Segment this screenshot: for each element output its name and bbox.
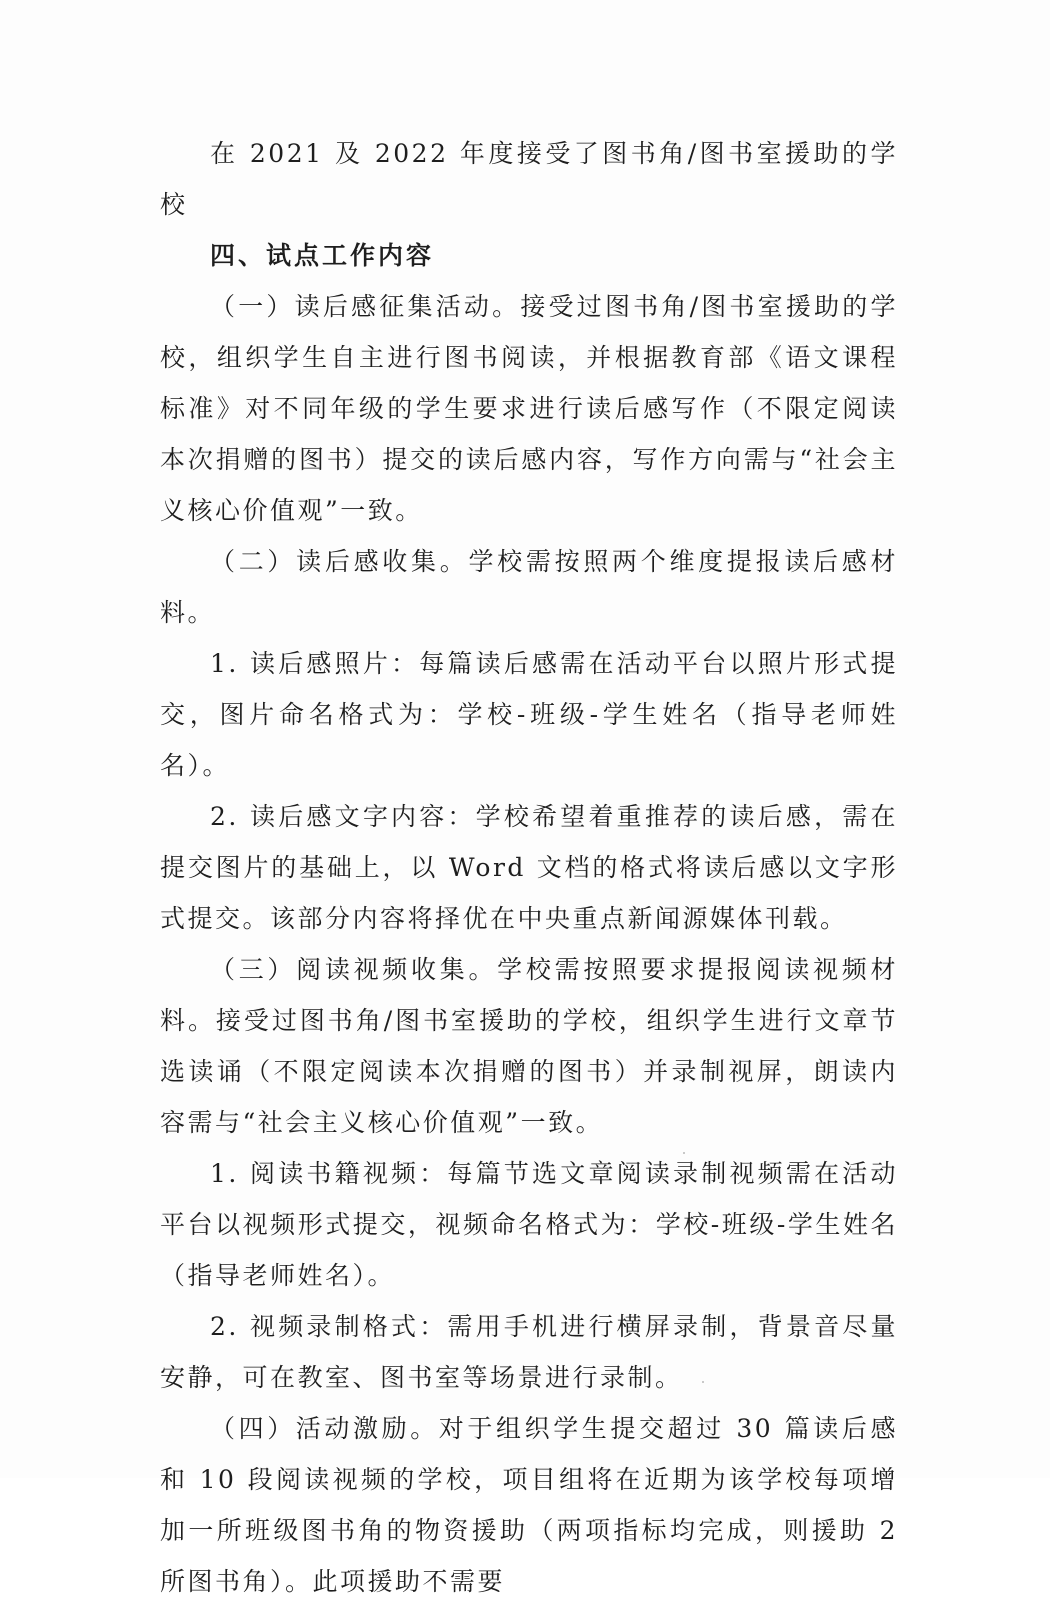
paragraph-essay-gathering: （二）读后感收集。学校需按照两个维度提报读后感材料。 <box>160 547 898 627</box>
scan-speck <box>683 1152 685 1154</box>
paragraph-recipient-schools: 在 2021 及 2022 年度接受了图书角/图书室援助的学校 <box>160 139 898 219</box>
paragraph-reading-video-collection: （三）阅读视频收集。学校需按照要求提报阅读视频材料。接受过图书角/图书室援助的学校，组织学生进行文章节选读诵（不限定阅读本次捐赠的图书）并录制视屏，朗读内容需与“社会主义核心价值观”一致。 <box>160 955 898 1137</box>
section-heading-pilot-content: 四、试点工作内容 <box>210 241 435 270</box>
scan-speck <box>702 1381 704 1383</box>
paragraph-activity-incentive: （四）活动激励。对于组织学生提交超过 30 篇读后感和 10 段阅读视频的学校，项目组将在近期为该学校每项增加一所班级图书角的物资援助（两项指标均完成，则援助 2 所图书角）。此项援助不需要 <box>160 1414 898 1596</box>
paragraph-essay-photos: 1. 读后感照片：每篇读后感需在活动平台以照片形式提交，图片命名格式为：学校-班级-学生姓名（指导老师姓名）。 <box>160 649 898 780</box>
paragraph-video-recording-format: 2. 视频录制格式：需用手机进行横屏录制，背景音尽量安静，可在教室、图书室等场景进行录制。 <box>160 1312 898 1392</box>
paragraph-reading-book-video: 1. 阅读书籍视频：每篇节选文章阅读录制视频需在活动平台以视频形式提交，视频命名格式为：学校-班级-学生姓名（指导老师姓名）。 <box>160 1159 898 1290</box>
document-body <box>160 128 898 1607</box>
paragraph-essay-collection-activity: （一）读后感征集活动。接受过图书角/图书室援助的学校，组织学生自主进行图书阅读，并根据教育部《语文课程标准》对不同年级的学生要求进行读后感写作（不限定阅读本次捐赠的图书）提交的读后感内容，写作方向需与“社会主义核心价值观”一致。 <box>160 292 898 525</box>
paragraph-essay-text-content: 2. 读后感文字内容：学校希望着重推荐的读后感，需在提交图片的基础上，以 Word 文档的格式将读后感以文字形式提交。该部分内容将择优在中央重点新闻源媒体刊载。 <box>160 802 898 933</box>
